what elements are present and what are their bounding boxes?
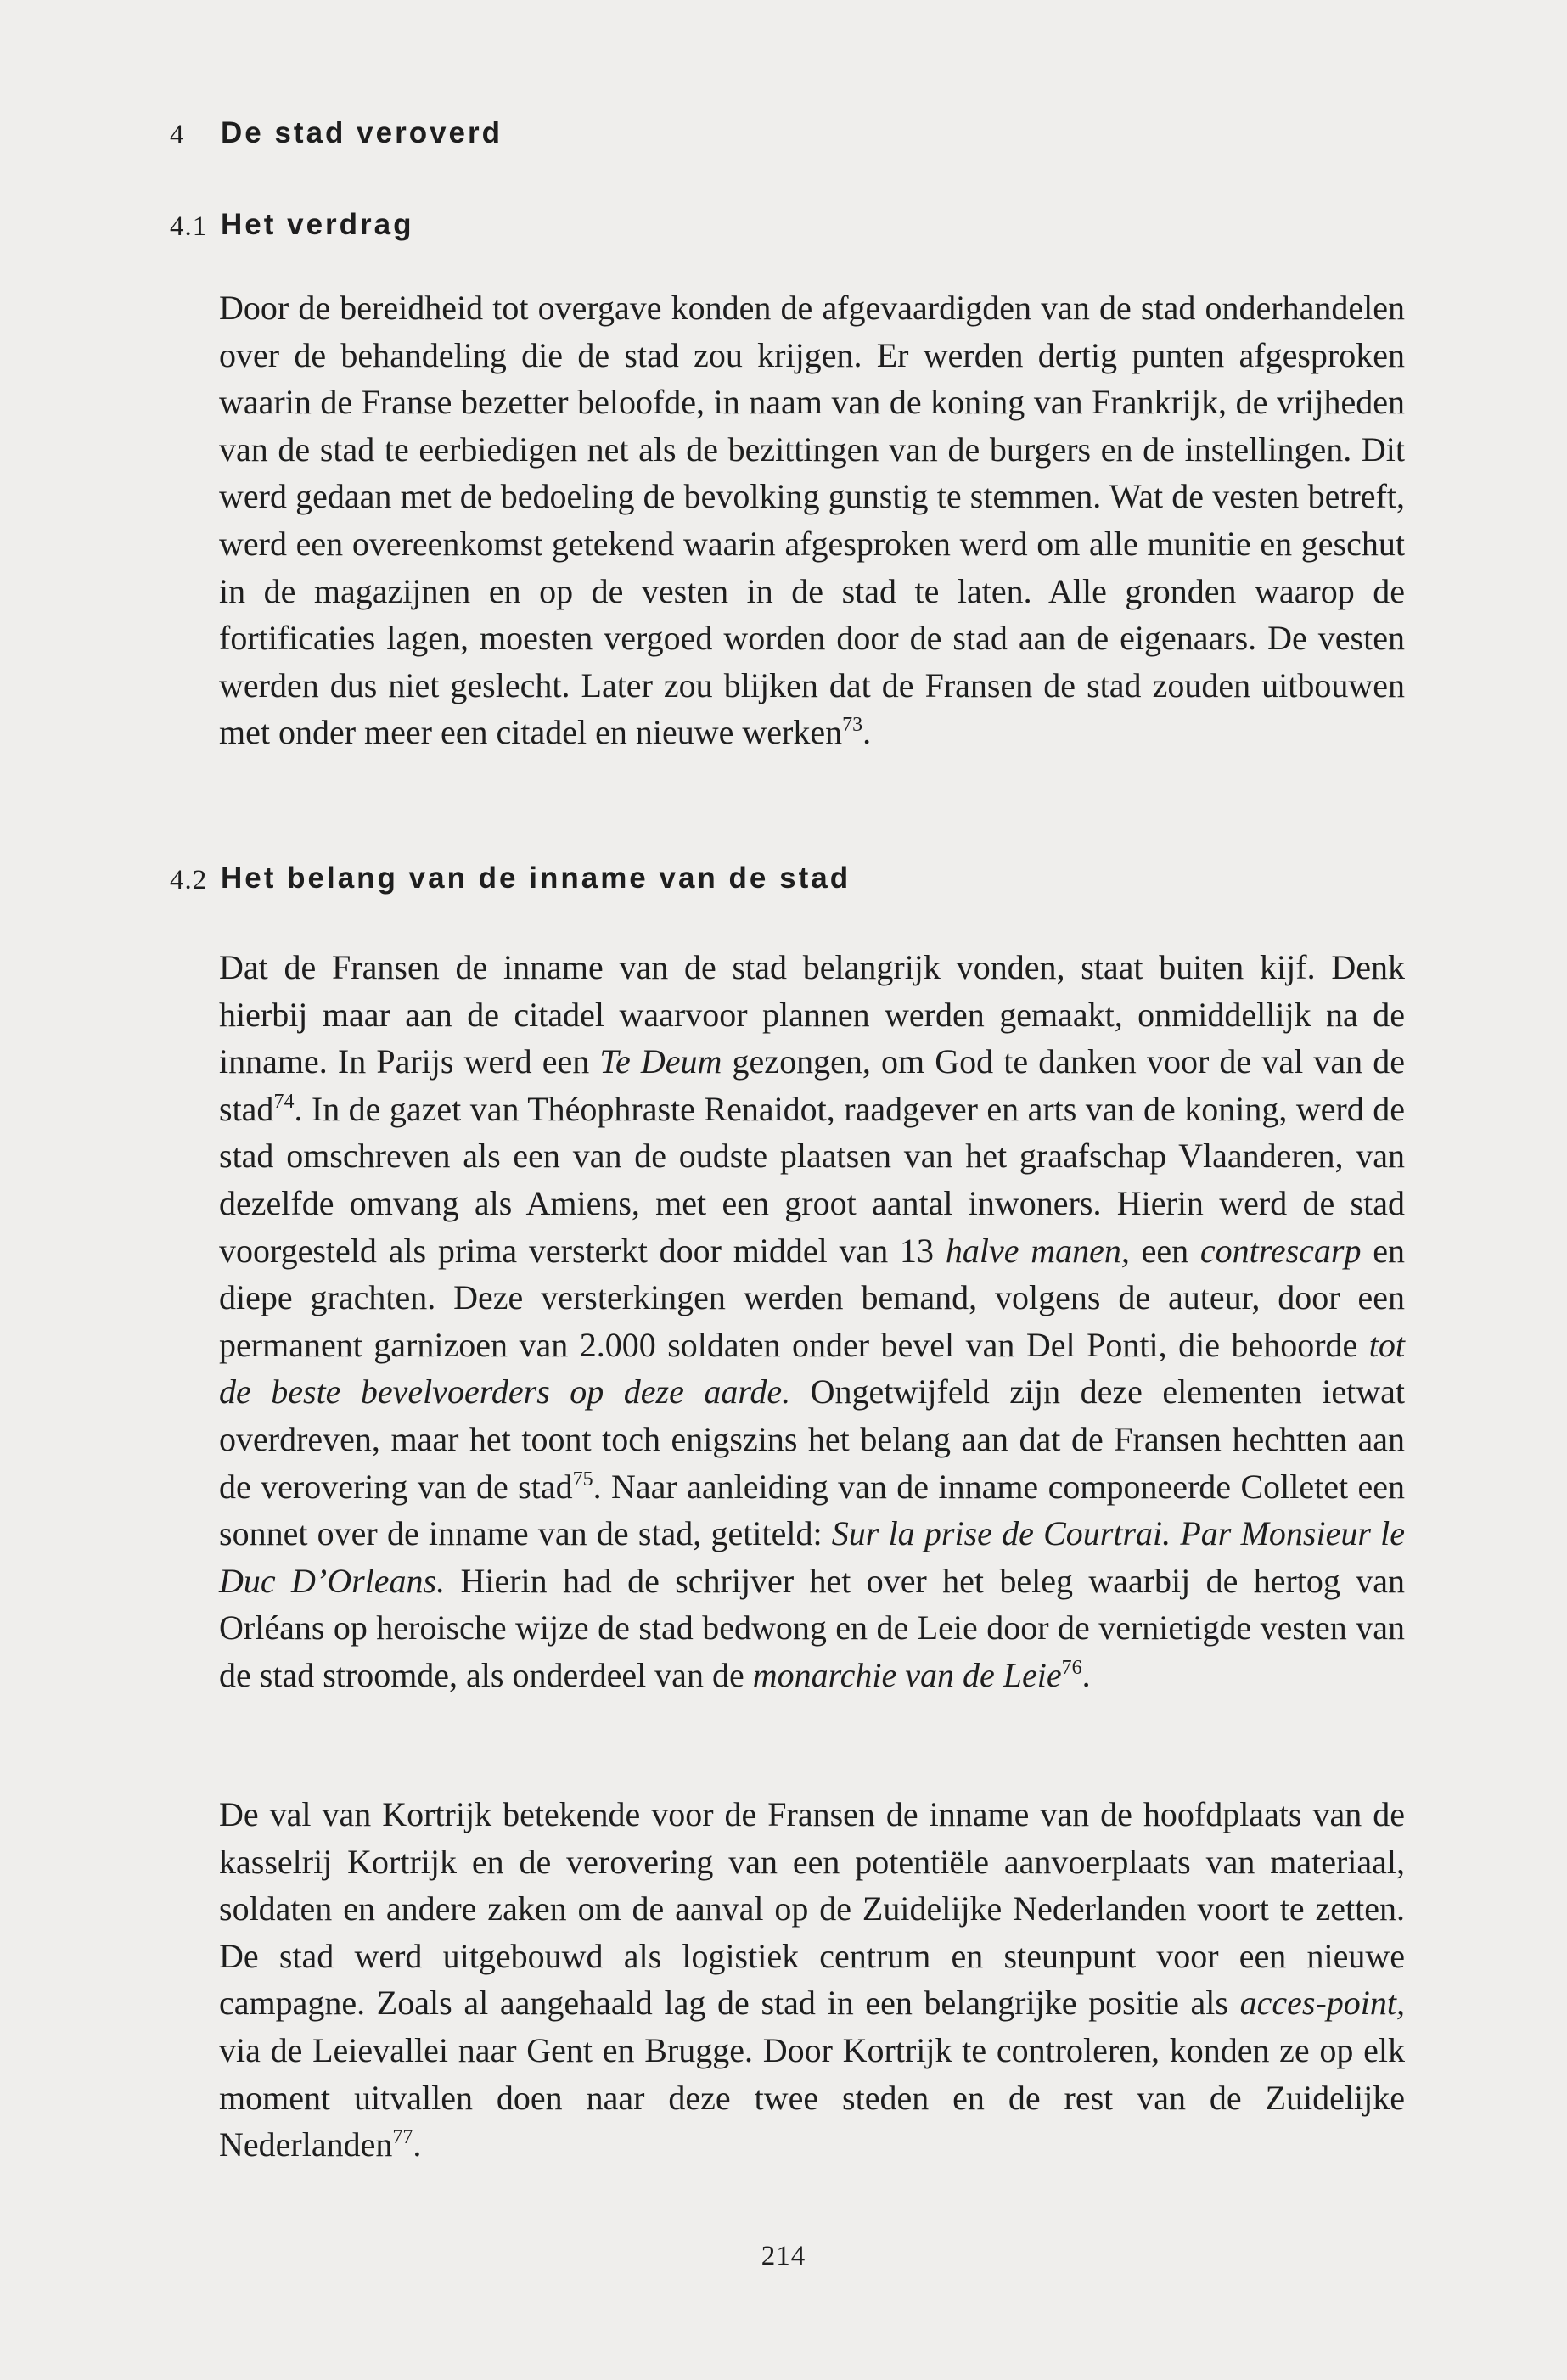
- text-run: een: [1129, 1231, 1200, 1270]
- section-body: [219, 284, 1405, 756]
- text-run: . Naar aanleiding van de inname componeerde Colletet een sonnet over de inname van de stad, getiteld:: [219, 1467, 1405, 1553]
- page-number: 214: [761, 2241, 806, 2271]
- chapter-number: 4: [170, 120, 185, 150]
- section-body: [219, 1791, 1405, 2169]
- italic-text: tot de beste bevelvoerders op deze aarde.: [219, 1325, 1405, 1412]
- footnote-ref: 75: [572, 1468, 593, 1490]
- section-number: 4.2: [170, 865, 208, 895]
- text-run: Ongetwijfeld zijn deze elementen ietwat overdreven, maar het toont toch enigszins het belang aan dat de Fransen hechtten aan de verovering van de stad: [219, 1372, 1405, 1506]
- paragraph: [219, 944, 1405, 1699]
- text-run: gezongen, om God te danken voor de val van de stad: [219, 1042, 1405, 1128]
- paragraph: [219, 1791, 1405, 2169]
- section-number: 4.1: [170, 211, 208, 242]
- section-title: Het belang van de inname van de stad: [221, 862, 851, 895]
- text-run: Hierin had de schrijver het over het beleg waarbij de hertog van Orléans op heroische wijze de stad bedwong en de Leie door de vernietigde vesten van de stad stroomde, als onderdeel van de: [219, 1561, 1406, 1694]
- footnote-ref: 77: [392, 2126, 413, 2149]
- footnote-ref: 74: [273, 1090, 295, 1113]
- text-run: .: [413, 2125, 422, 2164]
- text-run: . In de gazet van Théophraste Renaidot, raadgever en arts van de koning, werd de stad omschreven als een van de oudste plaatsen van het graafschap Vlaanderen, van dezelfde omvang als Amiens, met een groot aantal inwoners. Hierin werd de stad voorgesteld als prima versterkt door middel van 13: [219, 1089, 1405, 1270]
- text-run: Dat de Fransen de inname van de stad belangrijk vonden, staat buiten kijf. Denk hierbij maar aan de citadel waarvoor plannen werden gemaakt, onmiddellijk na de inname. In Parijs werd een: [219, 948, 1405, 1081]
- text-run: .: [1081, 1655, 1091, 1694]
- section-body: [219, 944, 1405, 1699]
- footnote-ref: 76: [1061, 1656, 1082, 1679]
- italic-text: Sur la prise de Courtrai. Par Monsieur le Duc D’Orleans.: [219, 1514, 1405, 1600]
- text-run: De val van Kortrijk betekende voor de Fransen de inname van de hoofdplaats van de kasselrij Kortrijk en de verovering van een potentiële aanvoerplaats van materiaal, soldaten en andere zaken om de aanval op de Zuidelijke Nederlanden voort te zetten. De stad werd uitgebouwd als logistiek centrum en steunpunt voor een nieuwe campagne. Zoals al aangehaald lag de stad in een belangrijke positie als: [219, 1795, 1405, 2023]
- text-run: .: [862, 713, 872, 752]
- text-run: via de Leievallei naar Gent en Brugge. Door Kortrijk te controleren, konden ze op elk moment uitvallen doen naar deze twee steden en de rest van de Zuidelijke Nederlanden: [219, 2030, 1405, 2164]
- italic-text: monarchie van de Leie: [752, 1655, 1062, 1694]
- italic-text: Te Deum: [599, 1042, 722, 1081]
- section-title: Het verdrag: [221, 208, 414, 241]
- chapter-title: De stad veroverd: [221, 116, 503, 149]
- text-run: Door de bereidheid tot overgave konden de afgevaardigden van de stad onderhandelen over de behandeling die de stad zou krijgen. Er werden dertig punten afgesproken waarin de Franse bezetter beloofde, in naam van de koning van Frankrijk, de vrijheden van de stad te eerbiedigen net als de bezittingen van de burgers en de instellingen. Dit werd gedaan met de bedoeling de bevolking gunstig te stemmen. Wat de vesten betreft, werd een overeenkomst getekend waarin afgesproken werd om alle munitie en geschut in de magazijnen en op de vesten in de stad te laten. Alle gronden waarop de fortificaties lagen, moesten vergoed worden door de stad aan de eigenaars. De vesten werden dus niet geslecht. Later zou blijken dat de Fransen de stad zouden uitbouwen met onder meer een citadel en nieuwe werken: [219, 289, 1405, 752]
- italic-text: halve manen,: [945, 1231, 1130, 1270]
- italic-text: contrescarp: [1199, 1231, 1362, 1270]
- italic-text: acces-point,: [1239, 1984, 1405, 2023]
- paragraph: [219, 284, 1405, 756]
- text-run: en diepe grachten. Deze versterkingen werden bemand, volgens de auteur, door een permanent garnizoen van 2.000 soldaten onder bevel van Del Ponti, die behoorde: [219, 1231, 1405, 1364]
- footnote-ref: 73: [842, 714, 863, 737]
